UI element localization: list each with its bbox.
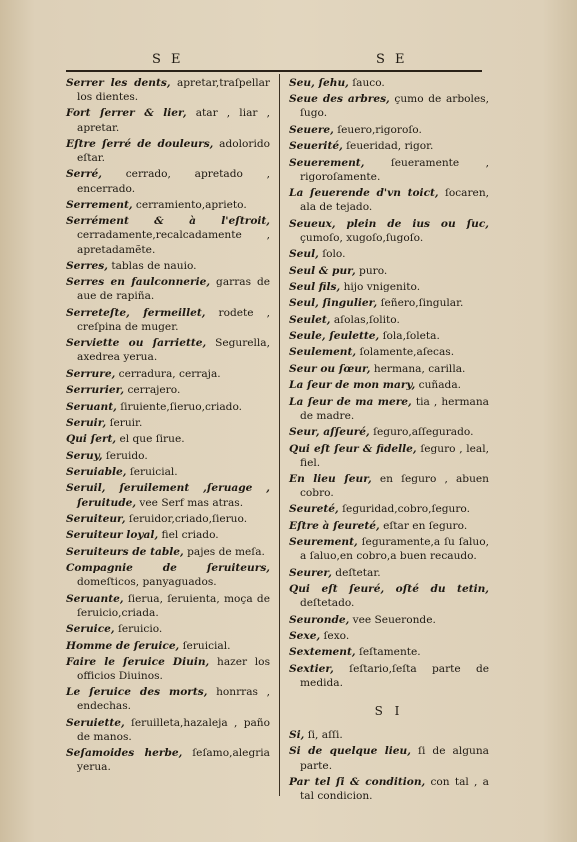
dictionary-entry bbox=[66, 465, 270, 479]
entry-headword: Eſtre à ſeureté, bbox=[289, 519, 380, 532]
entry-translation: tia , hermana de madre. bbox=[300, 395, 489, 422]
entry-headword: Seur ou ſœur, bbox=[289, 362, 371, 375]
dictionary-entry bbox=[289, 139, 489, 153]
entry-headword: La ſeur de mon mary, bbox=[289, 379, 416, 392]
entry-headword: Seulement, bbox=[289, 346, 357, 359]
entry-translation: atar , liar , apretar. bbox=[77, 107, 270, 134]
entry-translation: ſeruicial. bbox=[129, 466, 178, 479]
dictionary-entry bbox=[289, 217, 489, 245]
entry-translation: ſolamente,aſecas. bbox=[359, 346, 455, 359]
dictionary-entry bbox=[66, 76, 270, 104]
entry-headword: Seruant, bbox=[66, 400, 117, 413]
dictionary-entry bbox=[66, 561, 270, 589]
dictionary-entry bbox=[289, 247, 489, 261]
entry-headword: Seruiteur, bbox=[66, 512, 126, 525]
entry-headword: Si de quelque lieu, bbox=[289, 745, 411, 758]
entry-headword: Seulet, bbox=[289, 313, 331, 326]
dictionary-entry bbox=[66, 481, 270, 509]
left-column bbox=[66, 76, 270, 777]
dictionary-entry bbox=[289, 76, 489, 90]
dictionary-entry bbox=[289, 744, 489, 772]
entry-headword: Seule, ſeulette, bbox=[289, 330, 380, 343]
entry-headword: Seruice, bbox=[66, 623, 115, 636]
entry-translation: ſeſtamente. bbox=[358, 646, 421, 659]
entry-translation: ſeguramente,a ſu ſaluo, a ſaluo,en cobro,a buen recaudo. bbox=[300, 536, 489, 563]
entry-translation: ſeuero,rigoroſo. bbox=[337, 123, 422, 136]
dictionary-entry bbox=[66, 137, 270, 165]
entry-headword: Seur, aſſeuré, bbox=[289, 426, 370, 439]
dictionary-entry bbox=[289, 92, 489, 120]
entry-translation: ſeueramente , rigoroſamente. bbox=[300, 156, 490, 183]
dictionary-entry bbox=[66, 167, 270, 195]
entry-headword: Qui eſt ſeur & fidelle, bbox=[289, 442, 417, 455]
dictionary-entry bbox=[66, 746, 270, 774]
entry-headword: Seul, bbox=[289, 248, 319, 261]
entry-translation: ſolo. bbox=[322, 248, 346, 261]
entry-translation: ſeſtario,ſeſta parte de medida. bbox=[300, 662, 489, 689]
dictionary-entry bbox=[289, 442, 489, 470]
entry-headword: Serrurier, bbox=[66, 384, 125, 397]
dictionary-entry bbox=[66, 400, 270, 414]
dictionary-entry bbox=[66, 685, 270, 713]
section-heading-si: S I bbox=[374, 703, 404, 718]
dictionary-entry bbox=[289, 329, 489, 343]
entry-headword: Seul fils, bbox=[289, 280, 341, 293]
entry-translation: eſtar en ſeguro. bbox=[383, 519, 468, 532]
entry-translation: deſtetado. bbox=[300, 597, 355, 610]
dictionary-entry bbox=[66, 306, 270, 334]
entry-translation: ſi, aſſi. bbox=[307, 729, 343, 742]
entry-translation: ſeguro,aſſegurado. bbox=[373, 426, 474, 439]
entry-translation: ſeruir. bbox=[109, 416, 143, 429]
entry-translation: ſeruilleta,hazaleja , paño de manos. bbox=[77, 716, 270, 743]
entry-translation: apretar,traſpellar los dientes. bbox=[77, 77, 270, 104]
dictionary-entry bbox=[66, 655, 270, 683]
entry-translation: ſauco. bbox=[352, 77, 385, 89]
entry-translation: ſi de alguna parte. bbox=[300, 745, 490, 772]
dictionary-entry bbox=[289, 313, 489, 327]
dictionary-entry bbox=[289, 264, 489, 278]
dictionary-entry bbox=[289, 123, 489, 137]
dictionary-entry bbox=[66, 383, 270, 397]
entry-headword: Seruante, bbox=[66, 592, 124, 605]
dictionary-entry bbox=[289, 472, 489, 500]
entry-headword: Compagnie de ſeruiteurs, bbox=[66, 562, 270, 575]
dictionary-entry bbox=[289, 296, 489, 310]
dictionary-entry bbox=[66, 449, 270, 463]
entry-headword: Seuere, bbox=[289, 123, 334, 136]
entry-headword: Sextement, bbox=[289, 646, 356, 659]
dictionary-entry bbox=[289, 613, 489, 627]
entry-headword: Le ſeruice des morts, bbox=[66, 686, 208, 699]
entry-headword: Qui eſt ſeuré, oſté du tetin, bbox=[289, 583, 489, 596]
entry-headword: En lieu ſeur, bbox=[289, 472, 372, 485]
entry-translation: Segurella, axedrea yerua. bbox=[77, 337, 270, 364]
entry-headword: Seruil, ſeruilement ,ſeruage , ſeruitude, bbox=[66, 482, 270, 509]
entry-translation: domeſticos, panyaguados. bbox=[77, 576, 217, 589]
entry-headword: Serrure, bbox=[66, 367, 116, 380]
entry-headword: Seul, ſingulier, bbox=[289, 297, 378, 310]
entry-headword: Si, bbox=[289, 729, 305, 742]
entry-translation: aſolas,ſolito. bbox=[333, 313, 400, 326]
entry-headword: Seſamoides herbe, bbox=[66, 747, 183, 760]
entry-translation: ſeruicio. bbox=[117, 623, 163, 636]
entry-translation: tablas de nauio. bbox=[111, 259, 197, 272]
entry-translation: con tal , a tal condicion. bbox=[300, 775, 489, 803]
dictionary-entry bbox=[66, 622, 270, 636]
entry-headword: Eſtre ſerré de douleurs, bbox=[66, 137, 214, 150]
entry-translation: fiel criado. bbox=[161, 529, 219, 542]
dictionary-entry bbox=[289, 378, 489, 392]
dictionary-entry bbox=[66, 545, 270, 559]
dictionary-entry bbox=[289, 519, 489, 533]
entry-translation: pajes de meſa. bbox=[187, 545, 265, 558]
entry-translation: ſeguro , leal, fiel. bbox=[300, 442, 490, 469]
dictionary-entry bbox=[66, 106, 270, 134]
entry-headword: Fort ſerrer & lier, bbox=[66, 107, 187, 120]
entry-translation: hazer los officios Diuinos. bbox=[77, 655, 271, 682]
entry-headword: Sexe, bbox=[289, 630, 321, 642]
column-divider bbox=[279, 74, 280, 796]
dictionary-entry bbox=[289, 662, 489, 690]
entry-translation: hermana, carilla. bbox=[373, 362, 466, 375]
entry-translation: ſiruiente,ſieruo,criado. bbox=[120, 400, 243, 413]
dictionary-entry bbox=[66, 416, 270, 430]
dictionary-entry bbox=[289, 566, 489, 580]
right-column bbox=[289, 76, 489, 805]
entry-headword: Seuerité, bbox=[289, 140, 343, 153]
entry-headword: Seruiette, bbox=[66, 716, 125, 729]
entry-headword: Serrement, bbox=[66, 198, 133, 211]
entry-headword: Seruiable, bbox=[66, 466, 127, 479]
entry-headword: Seu, ſehu, bbox=[289, 77, 349, 89]
running-header bbox=[68, 52, 480, 68]
entry-headword: Seurer, bbox=[289, 566, 332, 579]
header-left-letters: S E bbox=[152, 52, 184, 67]
entry-headword: Seurement, bbox=[289, 536, 358, 549]
entry-headword: Seruiteur loyal, bbox=[66, 529, 159, 542]
dictionary-entry bbox=[289, 645, 489, 659]
dictionary-entry bbox=[289, 362, 489, 376]
entry-headword: Seul & pur, bbox=[289, 264, 356, 277]
entry-headword: Serviette ou ſarriette, bbox=[66, 337, 207, 350]
entry-translation: cerrado, apretado , encerrado. bbox=[77, 168, 270, 195]
entry-headword: Serré, bbox=[66, 168, 102, 181]
entry-translation: hijo vnigenito. bbox=[343, 280, 421, 293]
entry-translation: rodete , creſpina de muger. bbox=[77, 306, 270, 333]
dictionary-entry bbox=[289, 186, 489, 214]
entry-headword: Seueux, plein de ius ou ſuc, bbox=[289, 217, 489, 230]
entry-translation: garras de aue de rapiña. bbox=[77, 276, 271, 303]
dictionary-entry bbox=[66, 716, 270, 744]
entry-translation: cerramiento,aprieto. bbox=[135, 198, 247, 211]
dictionary-entry bbox=[289, 395, 489, 423]
entry-headword: Serrer les dents, bbox=[66, 77, 171, 89]
dictionary-entry bbox=[66, 528, 270, 542]
dictionary-entry bbox=[289, 728, 489, 742]
entry-headword: Seruiteurs de table, bbox=[66, 545, 184, 558]
entry-translation: cuñada. bbox=[418, 379, 462, 392]
entry-translation: puro. bbox=[359, 264, 388, 277]
entry-headword: Qui ſert, bbox=[66, 433, 117, 446]
entry-headword: Serres, bbox=[66, 259, 108, 272]
right-column-entries bbox=[289, 76, 489, 690]
entry-translation: ſola,ſoleta. bbox=[382, 330, 440, 343]
dictionary-entry bbox=[289, 345, 489, 359]
entry-translation: ſierua, ſeruienta, moça de ſeruicio,criada. bbox=[77, 592, 270, 619]
dictionary-entry bbox=[66, 367, 270, 381]
dictionary-entry bbox=[66, 592, 270, 620]
entry-headword: La ſeuerende d'vn toict, bbox=[289, 187, 439, 200]
entry-translation: ſocaren, ala de tejado. bbox=[300, 187, 490, 214]
dictionary-entry bbox=[289, 775, 489, 803]
entry-headword: Seuronde, bbox=[289, 613, 350, 626]
dictionary-entry bbox=[289, 582, 489, 610]
entry-translation: deſtetar. bbox=[335, 566, 381, 579]
entry-translation: çumo de arboles, ſugo. bbox=[300, 93, 489, 120]
entry-translation: en ſeguro , abuen cobro. bbox=[300, 472, 489, 500]
header-rule bbox=[66, 70, 482, 72]
entry-headword: Serrément & à l'eſtroit, bbox=[66, 215, 270, 228]
entry-headword: Seue des arbres, bbox=[289, 93, 390, 106]
entry-headword: Seuerement, bbox=[289, 156, 365, 169]
entry-translation: ſeruicial. bbox=[182, 639, 231, 652]
dictionary-entry bbox=[66, 336, 270, 364]
entry-translation: el que ſirue. bbox=[119, 433, 185, 446]
header-right-letters: S E bbox=[376, 52, 408, 67]
entry-translation: vee Serf mas atras. bbox=[139, 496, 244, 509]
dictionary-entry bbox=[66, 639, 270, 653]
dictionary-entry bbox=[289, 502, 489, 516]
dictionary-entry bbox=[66, 259, 270, 273]
entry-translation: cerrajero. bbox=[127, 384, 181, 397]
entry-headword: Faire le ſeruice Diuin, bbox=[66, 655, 210, 668]
dictionary-entry bbox=[289, 156, 489, 184]
entry-headword: Seruir, bbox=[66, 416, 107, 429]
entry-headword: Serreteſte, fermeillet, bbox=[66, 306, 206, 319]
entry-translation: ſeñero,ſingular. bbox=[380, 297, 464, 310]
entry-translation: ſeueridad, rigor. bbox=[346, 140, 434, 153]
dictionary-entry bbox=[66, 512, 270, 526]
dictionary-entry bbox=[289, 629, 489, 643]
right-column-si-entries bbox=[289, 728, 489, 803]
entry-translation: ſeruidor,criado,ſieruo. bbox=[128, 512, 248, 525]
entry-headword: Homme de ſeruice, bbox=[66, 639, 180, 652]
entry-translation: adolorido eſtar. bbox=[77, 137, 270, 165]
entry-translation: ſeruido. bbox=[105, 449, 148, 462]
entry-headword: Sextier, bbox=[289, 662, 334, 675]
entry-translation: ſeguridad,cobro,ſeguro. bbox=[342, 503, 470, 516]
entry-translation: ſeſamo,alegria yerua. bbox=[77, 747, 270, 774]
dictionary-entry bbox=[66, 275, 270, 303]
dictionary-entry bbox=[66, 432, 270, 446]
entry-headword: Seureté, bbox=[289, 503, 339, 516]
dictionary-entry bbox=[66, 198, 270, 212]
entry-translation: vee Seueronde. bbox=[352, 613, 436, 626]
entry-translation: cerradura, cerraja. bbox=[118, 367, 221, 380]
dictionary-entry bbox=[289, 280, 489, 294]
entry-translation: ſexo. bbox=[323, 630, 350, 642]
dictionary-entry bbox=[66, 214, 270, 256]
entry-translation: honrras , endechas. bbox=[77, 686, 270, 713]
entry-headword: Serres en faulconnerie, bbox=[66, 276, 211, 289]
entry-headword: Seruy, bbox=[66, 449, 103, 462]
dictionary-entry bbox=[289, 535, 489, 563]
dictionary-entry bbox=[289, 425, 489, 439]
entry-headword: La ſeur de ma mere, bbox=[289, 395, 412, 408]
entry-translation: cerradamente,recalcadamente , apretadamẽte. bbox=[77, 229, 270, 256]
entry-translation: çumoſo, xugoſo,ſugoſo. bbox=[300, 231, 424, 244]
entry-headword: Par tel ſi & condition, bbox=[289, 775, 426, 788]
